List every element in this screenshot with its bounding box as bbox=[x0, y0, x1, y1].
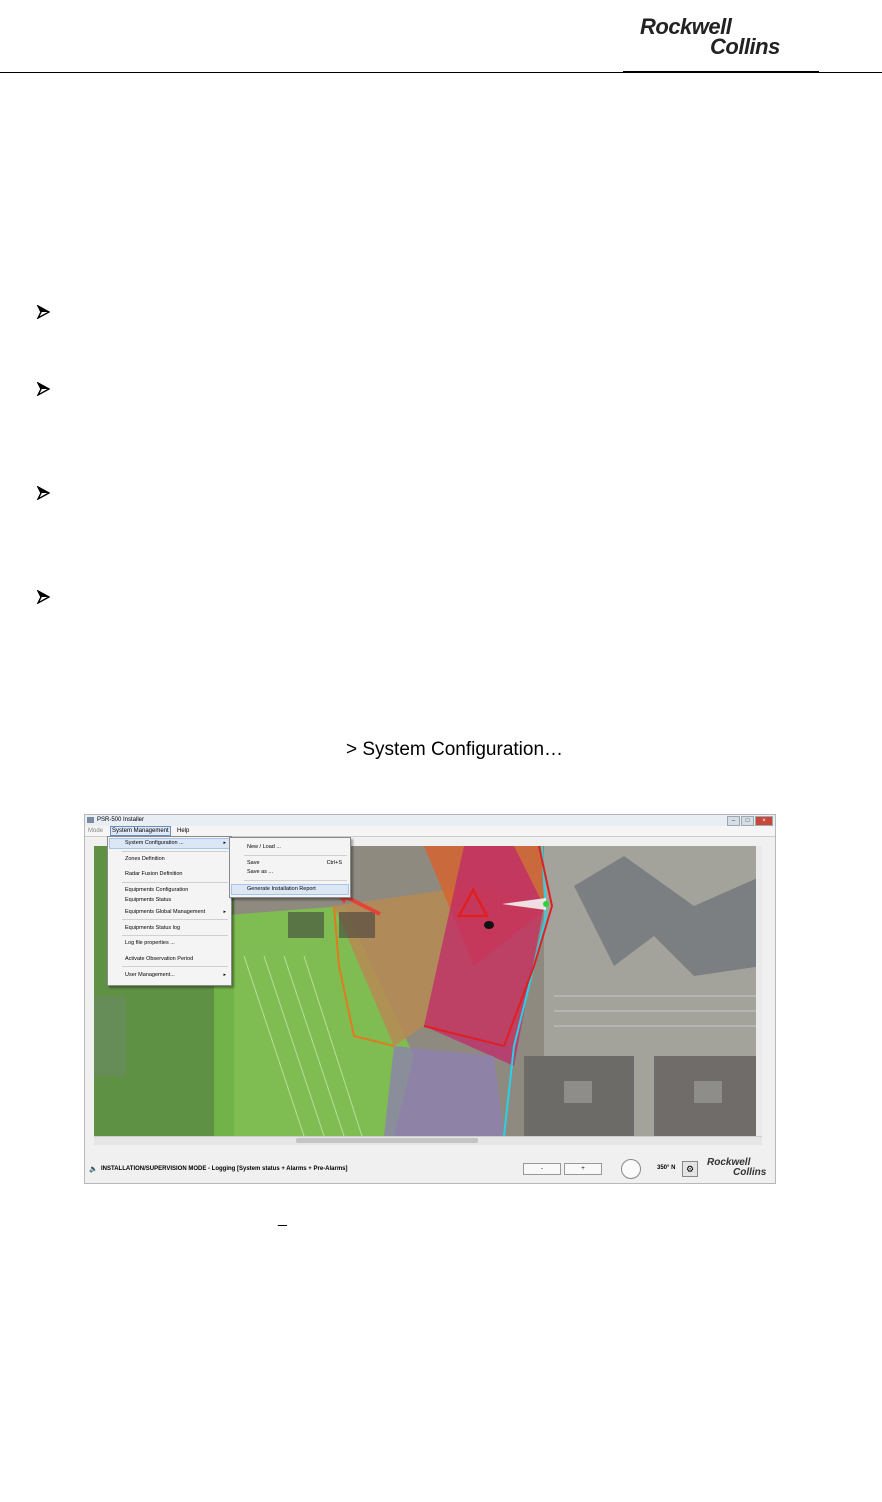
menu-path-caption: > System Configuration… bbox=[346, 739, 564, 760]
status-logo-line2: Collins bbox=[733, 1167, 767, 1178]
submenu-arrow-icon: ▸ bbox=[223, 972, 226, 978]
maximize-button[interactable]: □ bbox=[741, 816, 754, 826]
menu-item-equipments-global-management[interactable]: Equipments Global Management bbox=[125, 909, 206, 915]
arrow-bullet-icon bbox=[36, 486, 50, 500]
close-button[interactable]: × bbox=[755, 816, 773, 826]
heading-readout: 350° N bbox=[657, 1165, 676, 1171]
menu-separator bbox=[122, 919, 228, 920]
system-management-menu bbox=[107, 836, 232, 986]
zoom-out-button[interactable]: - bbox=[523, 1163, 561, 1175]
logo-line2: Collins bbox=[710, 34, 780, 59]
menu-item-zones-definition[interactable]: Zones Definition bbox=[125, 856, 165, 862]
menu-separator bbox=[122, 882, 228, 883]
speaker-icon[interactable]: 🔈 bbox=[89, 1166, 98, 1173]
menu-item-equipments-configuration[interactable]: Equipments Configuration bbox=[125, 887, 189, 893]
header-rule-accent bbox=[623, 71, 819, 73]
status-logo-line1: Rockwell bbox=[707, 1157, 751, 1168]
menu-mode[interactable]: Mode bbox=[88, 828, 104, 834]
stray-underscore: _ bbox=[278, 1210, 287, 1227]
menu-system-management[interactable]: System Management bbox=[112, 828, 169, 834]
zoom-in-button[interactable]: + bbox=[564, 1163, 602, 1175]
arrow-bullet-icon bbox=[36, 590, 50, 604]
map-vertical-scrollbar[interactable] bbox=[756, 846, 762, 1136]
menu-item-equipments-status-log[interactable]: Equipments Status log bbox=[125, 925, 181, 931]
minimize-button[interactable]: – bbox=[727, 816, 740, 826]
save-shortcut: Ctrl+S bbox=[326, 860, 342, 866]
map-horizontal-scrollbar[interactable] bbox=[94, 1136, 762, 1145]
menu-item-log-file-properties[interactable]: Log file properties ... bbox=[125, 940, 175, 946]
arrow-bullet-icon bbox=[36, 305, 50, 319]
menu-separator bbox=[122, 935, 228, 936]
menu-item-generate-installation-report[interactable]: Generate Installation Report bbox=[247, 886, 316, 892]
installer-window-screenshot bbox=[84, 814, 776, 1184]
menu-item-radar-fusion-definition[interactable]: Radar Fusion Definition bbox=[125, 871, 183, 877]
system-configuration-submenu bbox=[229, 837, 351, 898]
menu-item-save-as[interactable]: Save as ... bbox=[247, 869, 273, 875]
submenu-arrow-icon: ▸ bbox=[223, 909, 226, 915]
menu-item-activate-observation-period[interactable]: Activate Observation Period bbox=[125, 956, 194, 962]
menu-item-save[interactable]: Save bbox=[247, 860, 260, 866]
window-titlebar bbox=[85, 815, 775, 826]
menu-item-new-load[interactable]: New / Load ... bbox=[247, 844, 281, 850]
menu-separator bbox=[122, 966, 228, 967]
rockwell-collins-logo bbox=[640, 14, 820, 64]
menu-separator bbox=[244, 855, 347, 856]
status-bar bbox=[85, 1155, 775, 1183]
gear-icon[interactable]: ⚙ bbox=[682, 1161, 698, 1177]
submenu-arrow-icon: ▸ bbox=[223, 840, 226, 846]
menu-item-system-configuration[interactable]: System Configuration ... bbox=[125, 840, 184, 846]
logo-line1: Rockwell bbox=[640, 14, 732, 39]
menu-item-user-management[interactable]: User Management... bbox=[125, 972, 175, 978]
menu-help[interactable]: Help bbox=[177, 828, 190, 834]
menu-separator bbox=[244, 880, 347, 881]
menu-separator bbox=[122, 851, 228, 852]
mode-status-text: INSTALLATION/SUPERVISION MODE - Logging [System status + Alarms + Pre-Alarms] bbox=[101, 1166, 348, 1172]
menu-item-equipments-status[interactable]: Equipments Status bbox=[125, 897, 172, 903]
scrollbar-thumb[interactable] bbox=[296, 1138, 478, 1143]
app-icon bbox=[87, 817, 94, 823]
rotation-knob[interactable] bbox=[621, 1159, 641, 1179]
arrow-bullet-icon bbox=[36, 382, 50, 396]
window-title: PSR-500 Installer bbox=[97, 817, 145, 823]
